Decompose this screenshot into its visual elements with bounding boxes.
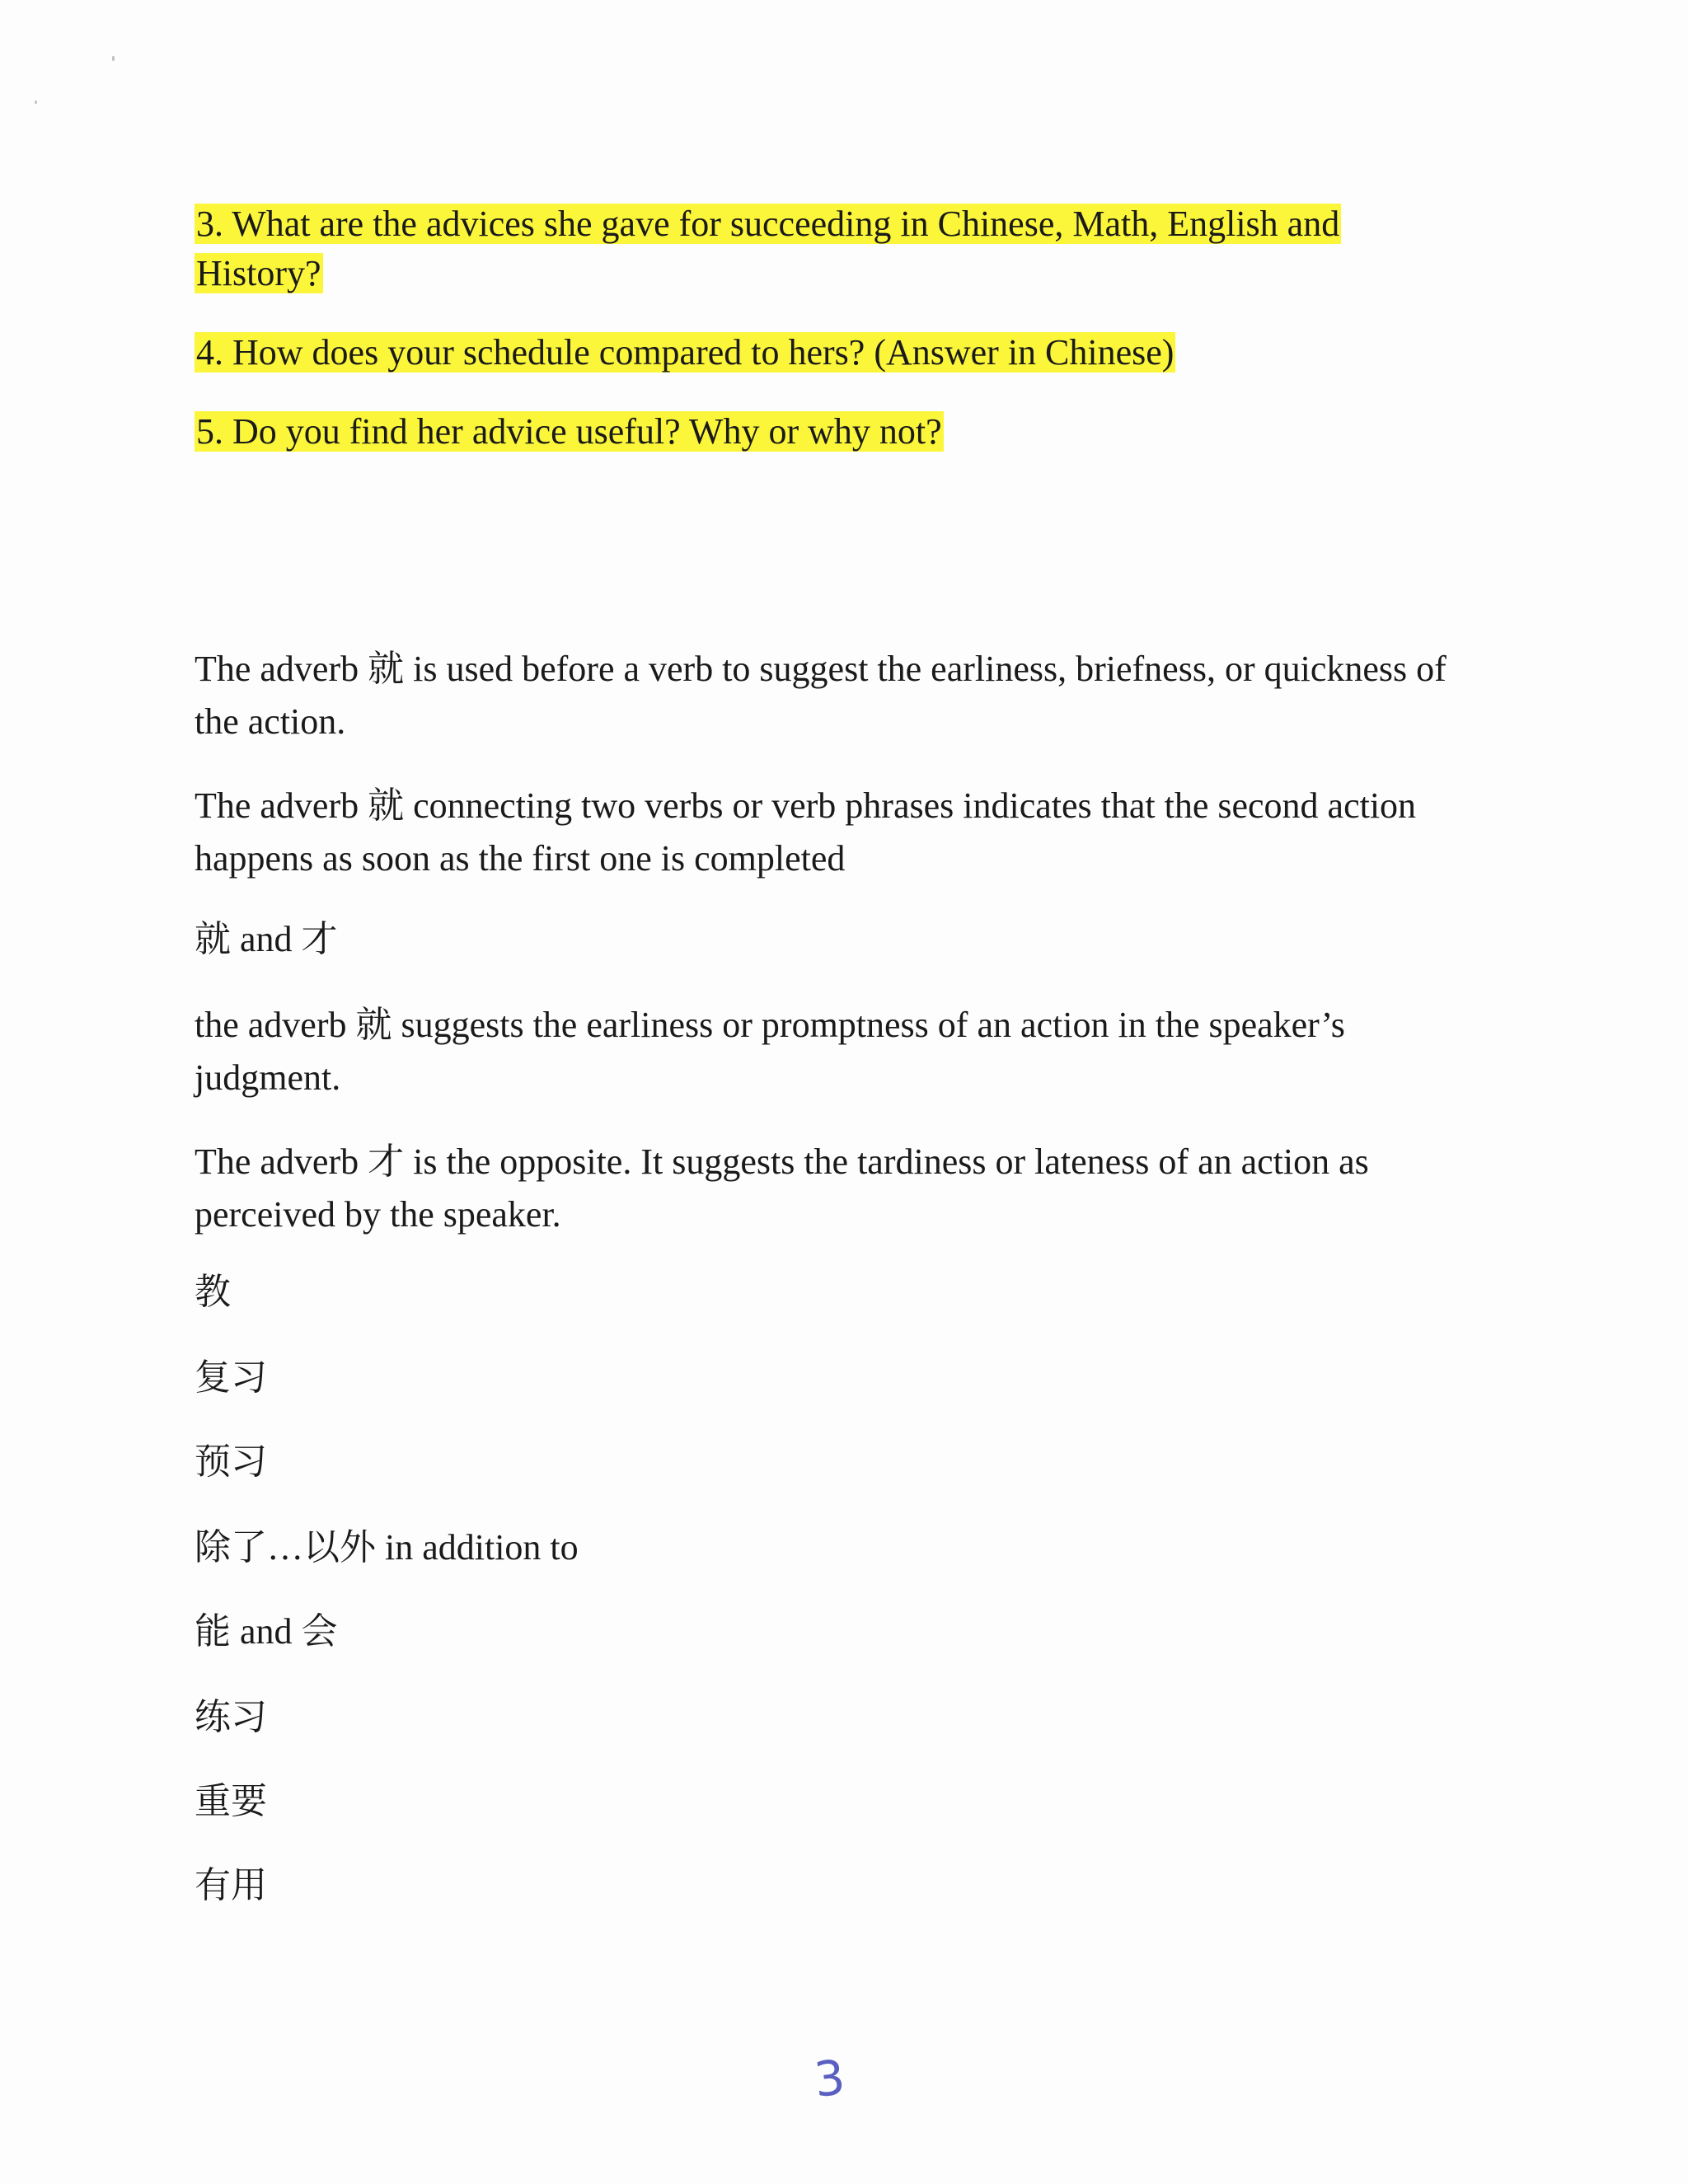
scan-speck xyxy=(112,56,115,61)
highlighted-text: 3. What are the advices she gave for succeeding in Chinese, Math, English and History? xyxy=(196,204,1340,293)
highlighted-text: 4. How does your schedule compared to hers? (Answer in Chinese) xyxy=(196,332,1175,373)
vocab-item: 能 and 会 xyxy=(195,1611,338,1652)
note-cai-opposite: The adverb 才 is the opposite. It suggests the tardiness or lateness of an action as perceived by the speaker. xyxy=(195,1141,1369,1235)
question-3 xyxy=(195,199,1447,298)
note-jiu-and-cai-heading: 就 and 才 xyxy=(195,919,338,959)
vocab-item: 复习 xyxy=(195,1357,267,1398)
question-4 xyxy=(195,328,1447,377)
note-jiu-promptness: the adverb 就 suggests the earliness or promptness of an action in the speaker’s judgment. xyxy=(195,1005,1345,1098)
highlighted-text: 5. Do you find her advice useful? Why or why not? xyxy=(196,411,942,452)
vocab-item: 有用 xyxy=(195,1865,267,1905)
scan-speck xyxy=(35,101,37,104)
vocab-item: 练习 xyxy=(195,1697,267,1737)
handwritten-page-number: 3 xyxy=(811,2049,848,2108)
question-5 xyxy=(195,407,1447,457)
vocab-item: 教 xyxy=(195,1272,231,1312)
vocab-item: 重要 xyxy=(195,1781,267,1821)
note-jiu-earliness: The adverb 就 is used before a verb to suggest the earliness, briefness, or quickness of the action. xyxy=(195,649,1447,742)
vocab-item: 除了…以外 in addition to xyxy=(195,1527,579,1568)
vocab-item: 预习 xyxy=(195,1441,267,1482)
note-jiu-connecting: The adverb 就 connecting two verbs or verb phrases indicates that the second action happens as soon as the first one is completed xyxy=(195,785,1417,879)
